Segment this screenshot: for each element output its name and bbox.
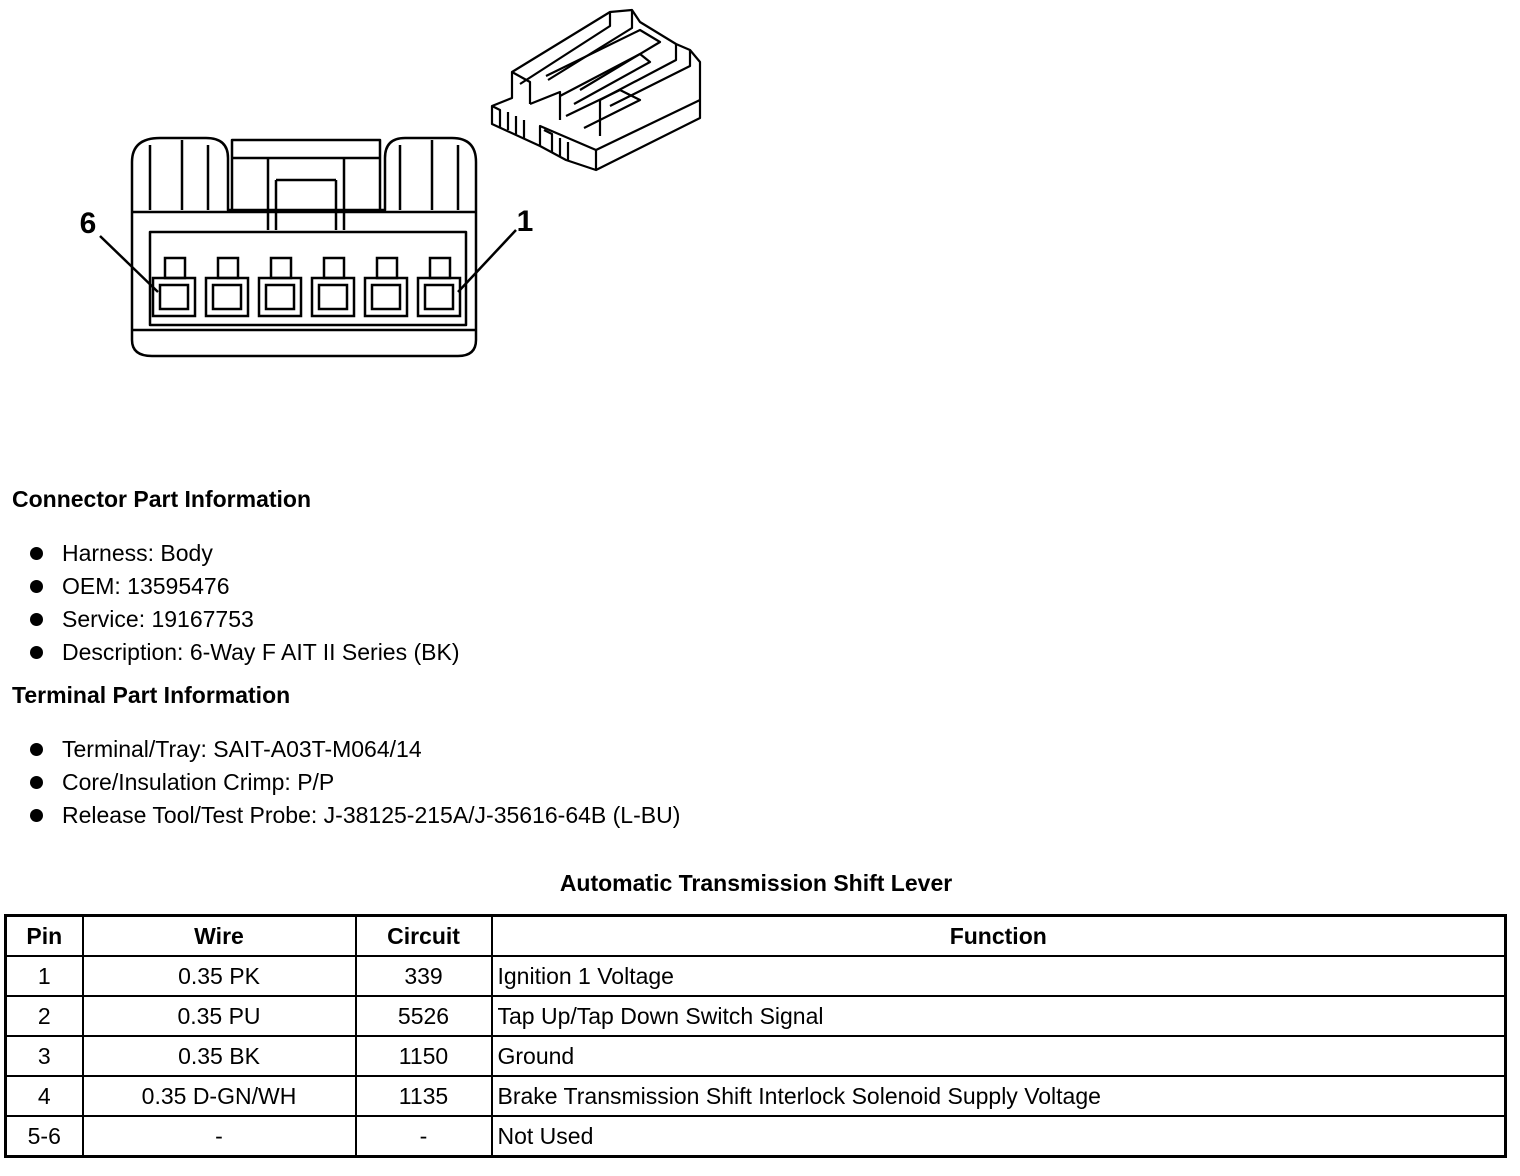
column-header-function: Function — [492, 916, 1506, 957]
function-cell: Brake Transmission Shift Interlock Solenoid Supply Voltage — [492, 1076, 1506, 1116]
pin-cell: 2 — [6, 996, 83, 1036]
terminal-cavities — [153, 258, 460, 316]
function-cell: Tap Up/Tap Down Switch Signal — [492, 996, 1506, 1036]
pin-cell: 1 — [6, 956, 83, 996]
column-header-wire: Wire — [83, 916, 356, 957]
connector-info-list — [30, 537, 460, 669]
list-item: Description: 6-Way F AIT II Series (BK) — [30, 636, 460, 669]
function-cell: Ground — [492, 1036, 1506, 1076]
pin-cell: 5-6 — [6, 1116, 83, 1157]
terminal-info-title: Terminal Part Information — [12, 682, 291, 708]
circuit-cell: 339 — [356, 956, 492, 996]
table-row — [6, 1116, 1506, 1157]
bullet-icon — [30, 776, 43, 789]
wire-cell: - — [83, 1116, 356, 1157]
pin-1-label: 1 — [516, 205, 534, 238]
bullet-icon — [30, 809, 43, 822]
circuit-cell: 1135 — [356, 1076, 492, 1116]
wire-cell: 0.35 PU — [83, 996, 356, 1036]
circuit-cell: - — [356, 1116, 492, 1157]
table-row — [6, 996, 1506, 1036]
terminal-info-list — [30, 733, 680, 832]
pin-cell: 3 — [6, 1036, 83, 1076]
table-caption: Automatic Transmission Shift Lever — [559, 870, 953, 896]
column-header-circuit: Circuit — [356, 916, 492, 957]
wire-cell: 0.35 BK — [83, 1036, 356, 1076]
table-row — [6, 1036, 1506, 1076]
pin-cell: 4 — [6, 1076, 83, 1116]
list-item: Core/Insulation Crimp: P/P — [30, 766, 680, 799]
list-item: Harness: Body — [30, 537, 460, 570]
circuit-cell: 1150 — [356, 1036, 492, 1076]
connector-diagram — [0, 0, 760, 380]
bullet-icon — [30, 743, 43, 756]
list-item: OEM: 13595476 — [30, 570, 460, 603]
connector-isometric-view — [492, 10, 700, 170]
table-header-row — [6, 916, 1506, 957]
column-header-pin: Pin — [6, 916, 83, 957]
circuit-cell: 5526 — [356, 996, 492, 1036]
connector-face-view — [132, 138, 476, 356]
function-cell: Not Used — [492, 1116, 1506, 1157]
list-item: Service: 19167753 — [30, 603, 460, 636]
bullet-icon — [30, 613, 43, 626]
wire-cell: 0.35 PK — [83, 956, 356, 996]
wire-cell: 0.35 D-GN/WH — [83, 1076, 356, 1116]
bullet-icon — [30, 580, 43, 593]
bullet-icon — [30, 547, 43, 560]
bullet-icon — [30, 646, 43, 659]
connector-info-title: Connector Part Information — [12, 486, 312, 512]
pin-6-label: 6 — [79, 207, 97, 240]
table-row — [6, 1076, 1506, 1116]
function-cell: Ignition 1 Voltage — [492, 956, 1506, 996]
table-row — [6, 956, 1506, 996]
list-item: Release Tool/Test Probe: J-38125-215A/J-35616-64B (L-BU) — [30, 799, 680, 832]
pin-table — [4, 914, 1507, 1158]
list-item: Terminal/Tray: SAIT-A03T-M064/14 — [30, 733, 680, 766]
